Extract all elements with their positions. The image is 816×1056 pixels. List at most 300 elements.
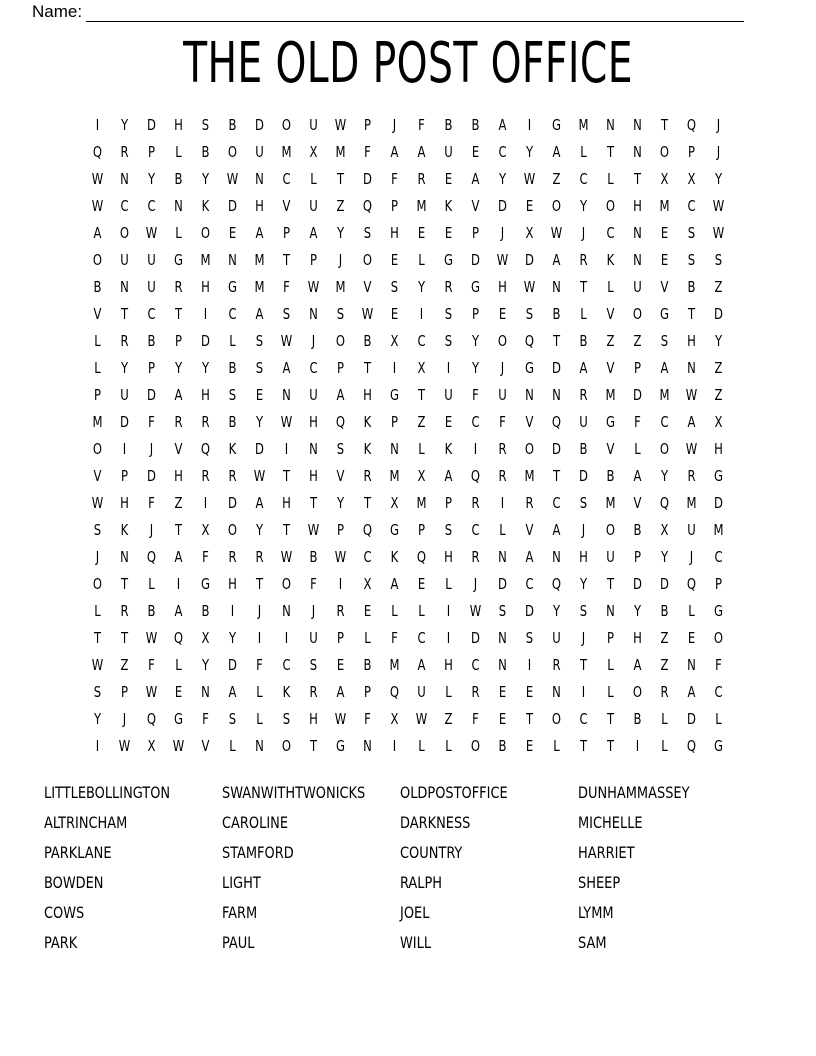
grid-letter[interactable]: L	[607, 683, 614, 701]
grid-letter[interactable]: R	[579, 386, 588, 404]
grid-letter[interactable]: X	[687, 170, 696, 188]
grid-letter[interactable]: J	[500, 359, 505, 377]
grid-letter[interactable]: L	[256, 683, 263, 701]
grid-letter[interactable]: R	[471, 683, 480, 701]
grid-letter[interactable]: B	[228, 359, 237, 377]
grid-letter[interactable]: O	[605, 521, 616, 539]
grid-letter[interactable]: Y	[93, 710, 102, 728]
grid-letter[interactable]: C	[714, 548, 723, 566]
grid-letter[interactable]: A	[633, 467, 642, 485]
grid-letter[interactable]: G	[524, 359, 535, 377]
grid-letter[interactable]: O	[92, 251, 103, 269]
word-list-item[interactable]: PAUL	[222, 933, 255, 952]
grid-letter[interactable]: H	[498, 278, 507, 296]
grid-letter[interactable]: S	[336, 440, 345, 458]
grid-letter[interactable]: O	[227, 521, 238, 539]
grid-letter[interactable]: P	[147, 359, 155, 377]
grid-letter[interactable]: F	[634, 413, 641, 431]
grid-letter[interactable]: D	[120, 413, 129, 431]
grid-letter[interactable]: L	[418, 602, 425, 620]
grid-letter[interactable]: K	[444, 440, 453, 458]
grid-letter[interactable]: T	[552, 332, 561, 350]
grid-letter[interactable]: F	[391, 170, 398, 188]
grid-letter[interactable]: S	[498, 602, 507, 620]
grid-letter[interactable]: X	[309, 143, 318, 161]
grid-letter[interactable]: S	[687, 251, 696, 269]
grid-letter[interactable]: Y	[201, 359, 210, 377]
grid-letter[interactable]: O	[659, 440, 670, 458]
grid-letter[interactable]: P	[390, 413, 398, 431]
word-list-item[interactable]: WILL	[400, 933, 432, 952]
word-list-item[interactable]: DARKNESS	[400, 813, 471, 832]
grid-letter[interactable]: B	[552, 305, 561, 323]
grid-letter[interactable]: P	[606, 629, 614, 647]
grid-letter[interactable]: W	[469, 602, 482, 620]
grid-letter[interactable]: D	[255, 440, 264, 458]
grid-letter[interactable]: M	[713, 521, 724, 539]
grid-letter[interactable]: W	[334, 548, 347, 566]
grid-letter[interactable]: D	[552, 440, 561, 458]
grid-letter[interactable]: B	[687, 278, 696, 296]
grid-letter[interactable]: T	[579, 656, 588, 674]
grid-letter[interactable]: N	[228, 251, 237, 269]
grid-letter[interactable]: Z	[660, 656, 669, 674]
grid-letter[interactable]: A	[687, 413, 696, 431]
grid-letter[interactable]: R	[552, 656, 561, 674]
grid-letter[interactable]: U	[120, 251, 129, 269]
grid-letter[interactable]: R	[309, 683, 318, 701]
grid-letter[interactable]: N	[498, 548, 507, 566]
grid-letter[interactable]: S	[525, 629, 534, 647]
grid-letter[interactable]: T	[93, 629, 102, 647]
grid-letter[interactable]: Q	[362, 197, 373, 215]
grid-letter[interactable]: Z	[660, 629, 669, 647]
grid-letter[interactable]: F	[310, 575, 317, 593]
grid-letter[interactable]: M	[416, 494, 427, 512]
grid-letter[interactable]: K	[363, 440, 372, 458]
grid-letter[interactable]: Y	[336, 224, 345, 242]
grid-letter[interactable]: N	[309, 440, 318, 458]
grid-letter[interactable]: B	[201, 602, 210, 620]
grid-letter[interactable]: M	[686, 494, 697, 512]
grid-letter[interactable]: T	[417, 386, 426, 404]
grid-letter[interactable]: N	[633, 143, 642, 161]
grid-letter[interactable]: E	[498, 683, 507, 701]
grid-letter[interactable]: L	[391, 602, 398, 620]
word-list-item[interactable]: JOEL	[400, 903, 430, 922]
grid-letter[interactable]: Y	[714, 170, 723, 188]
grid-letter[interactable]: U	[120, 386, 129, 404]
grid-letter[interactable]: H	[174, 116, 183, 134]
grid-letter[interactable]: X	[390, 332, 399, 350]
grid-letter[interactable]: W	[145, 629, 158, 647]
grid-letter[interactable]: E	[660, 251, 669, 269]
grid-letter[interactable]: J	[581, 224, 586, 242]
grid-letter[interactable]: A	[444, 467, 453, 485]
grid-letter[interactable]: P	[363, 116, 371, 134]
grid-letter[interactable]: W	[334, 710, 347, 728]
grid-letter[interactable]: O	[335, 332, 346, 350]
grid-letter[interactable]: J	[149, 521, 154, 539]
grid-letter[interactable]: T	[606, 575, 615, 593]
grid-letter[interactable]: X	[660, 170, 669, 188]
grid-letter[interactable]: G	[200, 575, 211, 593]
grid-letter[interactable]: D	[633, 575, 642, 593]
grid-letter[interactable]: J	[716, 143, 721, 161]
grid-letter[interactable]: I	[446, 602, 451, 620]
grid-letter[interactable]: X	[201, 521, 210, 539]
grid-letter[interactable]: S	[363, 224, 372, 242]
grid-letter[interactable]: G	[713, 602, 724, 620]
grid-letter[interactable]: L	[445, 575, 452, 593]
grid-letter[interactable]: G	[551, 116, 562, 134]
grid-letter[interactable]: W	[685, 386, 698, 404]
grid-letter[interactable]: O	[281, 575, 292, 593]
grid-letter[interactable]: V	[525, 413, 534, 431]
grid-letter[interactable]: W	[334, 116, 347, 134]
grid-letter[interactable]: V	[282, 197, 291, 215]
grid-letter[interactable]: J	[392, 116, 397, 134]
grid-letter[interactable]: E	[417, 575, 426, 593]
grid-letter[interactable]: C	[147, 197, 156, 215]
grid-letter[interactable]: E	[471, 143, 480, 161]
grid-letter[interactable]: I	[527, 116, 532, 134]
grid-letter[interactable]: T	[282, 251, 291, 269]
grid-letter[interactable]: T	[552, 467, 561, 485]
grid-letter[interactable]: P	[120, 683, 128, 701]
name-write-in-line[interactable]	[86, 4, 744, 22]
grid-letter[interactable]: H	[309, 710, 318, 728]
grid-letter[interactable]: Q	[389, 683, 400, 701]
grid-letter[interactable]: B	[633, 710, 642, 728]
grid-letter[interactable]: K	[363, 413, 372, 431]
grid-letter[interactable]: L	[418, 737, 425, 755]
grid-letter[interactable]: M	[578, 116, 589, 134]
grid-letter[interactable]: L	[418, 440, 425, 458]
grid-letter[interactable]: T	[633, 170, 642, 188]
grid-letter[interactable]: G	[605, 413, 616, 431]
grid-letter[interactable]: A	[390, 143, 399, 161]
grid-letter[interactable]: G	[713, 737, 724, 755]
grid-letter[interactable]: P	[174, 332, 182, 350]
grid-letter[interactable]: A	[336, 683, 345, 701]
grid-letter[interactable]: N	[633, 224, 642, 242]
grid-letter[interactable]: G	[227, 278, 238, 296]
grid-letter[interactable]: O	[281, 116, 292, 134]
grid-letter[interactable]: S	[444, 305, 453, 323]
grid-letter[interactable]: M	[524, 467, 535, 485]
grid-letter[interactable]: W	[280, 548, 293, 566]
grid-letter[interactable]: W	[145, 224, 158, 242]
grid-letter[interactable]: I	[500, 494, 505, 512]
grid-letter[interactable]: H	[633, 629, 642, 647]
grid-letter[interactable]: N	[255, 170, 264, 188]
grid-letter[interactable]: S	[282, 305, 291, 323]
grid-letter[interactable]: U	[579, 413, 588, 431]
grid-letter[interactable]: D	[552, 359, 561, 377]
grid-letter[interactable]: X	[201, 629, 210, 647]
grid-letter[interactable]: W	[685, 440, 698, 458]
grid-letter[interactable]: F	[148, 656, 155, 674]
grid-letter[interactable]: A	[498, 116, 507, 134]
grid-letter[interactable]: T	[120, 575, 129, 593]
grid-letter[interactable]: L	[175, 143, 182, 161]
grid-letter[interactable]: U	[498, 386, 507, 404]
grid-letter[interactable]: K	[201, 197, 210, 215]
word-list-item[interactable]: BOWDEN	[44, 873, 104, 892]
grid-letter[interactable]: N	[174, 197, 183, 215]
grid-letter[interactable]: N	[201, 683, 210, 701]
grid-letter[interactable]: S	[282, 710, 291, 728]
grid-letter[interactable]: L	[661, 737, 668, 755]
grid-letter[interactable]: D	[471, 251, 480, 269]
grid-letter[interactable]: L	[175, 224, 182, 242]
grid-letter[interactable]: R	[444, 278, 453, 296]
grid-letter[interactable]: H	[633, 197, 642, 215]
grid-letter[interactable]: J	[473, 575, 478, 593]
grid-letter[interactable]: W	[523, 278, 536, 296]
grid-letter[interactable]: X	[363, 575, 372, 593]
grid-letter[interactable]: U	[633, 278, 642, 296]
grid-letter[interactable]: O	[497, 332, 508, 350]
grid-letter[interactable]: Y	[120, 359, 129, 377]
grid-letter[interactable]: N	[309, 305, 318, 323]
grid-letter[interactable]: C	[120, 197, 129, 215]
grid-letter[interactable]: T	[606, 143, 615, 161]
grid-letter[interactable]: P	[687, 143, 695, 161]
grid-letter[interactable]: C	[687, 197, 696, 215]
grid-letter[interactable]: U	[309, 629, 318, 647]
grid-letter[interactable]: D	[660, 575, 669, 593]
grid-letter[interactable]: R	[174, 413, 183, 431]
word-list-item[interactable]: LYMM	[578, 903, 614, 922]
grid-letter[interactable]: L	[580, 143, 587, 161]
grid-letter[interactable]: D	[201, 332, 210, 350]
grid-letter[interactable]: A	[687, 683, 696, 701]
grid-letter[interactable]: G	[335, 737, 346, 755]
grid-letter[interactable]: N	[552, 548, 561, 566]
grid-letter[interactable]: E	[336, 656, 345, 674]
grid-letter[interactable]: X	[525, 224, 534, 242]
grid-letter[interactable]: C	[579, 710, 588, 728]
grid-letter[interactable]: Y	[255, 413, 264, 431]
grid-letter[interactable]: F	[472, 710, 479, 728]
grid-letter[interactable]: E	[255, 386, 264, 404]
grid-letter[interactable]: C	[417, 332, 426, 350]
grid-letter[interactable]: T	[309, 494, 318, 512]
grid-letter[interactable]: E	[525, 197, 534, 215]
grid-letter[interactable]: V	[660, 278, 669, 296]
grid-letter[interactable]: B	[174, 170, 183, 188]
word-list-item[interactable]: PARKLANE	[44, 843, 112, 862]
grid-letter[interactable]: L	[94, 332, 101, 350]
grid-letter[interactable]: M	[659, 197, 670, 215]
grid-letter[interactable]: C	[606, 224, 615, 242]
grid-letter[interactable]: D	[228, 656, 237, 674]
grid-letter[interactable]: T	[174, 521, 183, 539]
grid-letter[interactable]: V	[93, 305, 102, 323]
grid-letter[interactable]: D	[255, 116, 264, 134]
grid-letter[interactable]: O	[632, 305, 643, 323]
grid-letter[interactable]: S	[525, 305, 534, 323]
grid-letter[interactable]: U	[444, 143, 453, 161]
grid-letter[interactable]: L	[499, 521, 506, 539]
grid-letter[interactable]: Y	[228, 629, 237, 647]
grid-letter[interactable]: P	[309, 251, 317, 269]
grid-letter[interactable]: M	[335, 143, 346, 161]
grid-letter[interactable]: T	[120, 629, 129, 647]
grid-letter[interactable]: I	[95, 116, 100, 134]
grid-letter[interactable]: Z	[714, 359, 723, 377]
grid-letter[interactable]: D	[228, 197, 237, 215]
grid-letter[interactable]: J	[257, 602, 262, 620]
grid-letter[interactable]: G	[173, 251, 184, 269]
grid-letter[interactable]: B	[147, 602, 156, 620]
grid-letter[interactable]: W	[712, 224, 725, 242]
grid-letter[interactable]: J	[311, 332, 316, 350]
grid-letter[interactable]: V	[363, 278, 372, 296]
grid-letter[interactable]: W	[280, 413, 293, 431]
grid-letter[interactable]: N	[282, 386, 291, 404]
grid-letter[interactable]: H	[309, 413, 318, 431]
grid-letter[interactable]: N	[120, 548, 129, 566]
grid-letter[interactable]: D	[471, 629, 480, 647]
grid-letter[interactable]: T	[660, 116, 669, 134]
grid-letter[interactable]: O	[200, 224, 211, 242]
grid-letter[interactable]: H	[174, 467, 183, 485]
grid-letter[interactable]: Q	[470, 467, 481, 485]
grid-letter[interactable]: X	[714, 413, 723, 431]
grid-letter[interactable]: J	[122, 710, 127, 728]
grid-letter[interactable]: N	[498, 629, 507, 647]
grid-letter[interactable]: O	[281, 737, 292, 755]
grid-letter[interactable]: A	[282, 359, 291, 377]
grid-letter[interactable]: A	[471, 170, 480, 188]
grid-letter[interactable]: C	[417, 629, 426, 647]
grid-letter[interactable]: W	[361, 305, 374, 323]
grid-letter[interactable]: D	[228, 494, 237, 512]
grid-letter[interactable]: T	[120, 305, 129, 323]
grid-letter[interactable]: T	[363, 494, 372, 512]
grid-letter[interactable]: A	[174, 386, 183, 404]
grid-letter[interactable]: H	[201, 386, 210, 404]
grid-letter[interactable]: B	[363, 656, 372, 674]
grid-letter[interactable]: L	[661, 710, 668, 728]
grid-letter[interactable]: N	[282, 602, 291, 620]
grid-letter[interactable]: F	[148, 413, 155, 431]
grid-letter[interactable]: V	[93, 467, 102, 485]
grid-letter[interactable]: C	[498, 143, 507, 161]
grid-letter[interactable]: S	[579, 602, 588, 620]
grid-letter[interactable]: W	[307, 521, 320, 539]
grid-letter[interactable]: V	[606, 440, 615, 458]
grid-letter[interactable]: O	[119, 224, 130, 242]
word-search-grid[interactable]	[84, 112, 732, 760]
grid-letter[interactable]: S	[309, 656, 318, 674]
grid-letter[interactable]: D	[714, 305, 723, 323]
grid-letter[interactable]: X	[660, 521, 669, 539]
word-list-item[interactable]: SHEEP	[578, 873, 621, 892]
grid-letter[interactable]: B	[147, 332, 156, 350]
grid-letter[interactable]: T	[282, 521, 291, 539]
grid-letter[interactable]: I	[95, 737, 100, 755]
grid-letter[interactable]: R	[471, 494, 480, 512]
grid-letter[interactable]: M	[389, 467, 400, 485]
grid-letter[interactable]: J	[311, 602, 316, 620]
grid-letter[interactable]: M	[200, 251, 211, 269]
grid-letter[interactable]: W	[91, 656, 104, 674]
grid-letter[interactable]: R	[525, 494, 534, 512]
grid-letter[interactable]: M	[389, 656, 400, 674]
grid-letter[interactable]: I	[176, 575, 181, 593]
grid-letter[interactable]: L	[94, 359, 101, 377]
grid-letter[interactable]: Y	[255, 521, 264, 539]
word-list-item[interactable]: LIGHT	[222, 873, 261, 892]
grid-letter[interactable]: C	[660, 413, 669, 431]
word-list-item[interactable]: FARM	[222, 903, 258, 922]
grid-letter[interactable]: D	[687, 710, 696, 728]
grid-letter[interactable]: R	[417, 170, 426, 188]
grid-letter[interactable]: I	[473, 440, 478, 458]
grid-letter[interactable]: R	[228, 467, 237, 485]
grid-letter[interactable]: U	[147, 251, 156, 269]
grid-letter[interactable]: M	[92, 413, 103, 431]
grid-letter[interactable]: P	[147, 143, 155, 161]
grid-letter[interactable]: E	[498, 305, 507, 323]
grid-letter[interactable]: I	[257, 629, 262, 647]
grid-letter[interactable]: Y	[552, 602, 561, 620]
grid-letter[interactable]: C	[228, 305, 237, 323]
grid-letter[interactable]: R	[579, 251, 588, 269]
grid-letter[interactable]: U	[606, 548, 615, 566]
grid-letter[interactable]: M	[281, 143, 292, 161]
word-list-item[interactable]: PARK	[44, 933, 78, 952]
grid-letter[interactable]: Y	[147, 170, 156, 188]
grid-letter[interactable]: C	[471, 656, 480, 674]
grid-letter[interactable]: Y	[336, 494, 345, 512]
grid-letter[interactable]: L	[229, 332, 236, 350]
grid-letter[interactable]: A	[174, 548, 183, 566]
word-list-item[interactable]: DUNHAMMASSEY	[578, 783, 690, 802]
grid-letter[interactable]: O	[605, 197, 616, 215]
grid-letter[interactable]: V	[336, 467, 345, 485]
grid-letter[interactable]: E	[525, 683, 534, 701]
grid-letter[interactable]: K	[390, 548, 399, 566]
grid-letter[interactable]: F	[148, 494, 155, 512]
grid-letter[interactable]: D	[147, 386, 156, 404]
grid-letter[interactable]: F	[499, 413, 506, 431]
grid-letter[interactable]: B	[579, 332, 588, 350]
grid-letter[interactable]: D	[147, 116, 156, 134]
grid-letter[interactable]: U	[309, 197, 318, 215]
grid-letter[interactable]: M	[605, 494, 616, 512]
grid-letter[interactable]: K	[120, 521, 129, 539]
grid-letter[interactable]: U	[417, 683, 426, 701]
grid-letter[interactable]: S	[444, 521, 453, 539]
grid-letter[interactable]: P	[471, 305, 479, 323]
grid-letter[interactable]: S	[255, 359, 264, 377]
grid-letter[interactable]: F	[418, 116, 425, 134]
grid-letter[interactable]: O	[362, 251, 373, 269]
grid-letter[interactable]: P	[93, 386, 101, 404]
grid-letter[interactable]: E	[687, 629, 696, 647]
grid-letter[interactable]: W	[145, 683, 158, 701]
grid-letter[interactable]: S	[336, 305, 345, 323]
word-list-item[interactable]: CAROLINE	[222, 813, 289, 832]
grid-letter[interactable]: T	[282, 467, 291, 485]
grid-letter[interactable]: J	[581, 521, 586, 539]
grid-letter[interactable]: R	[255, 548, 264, 566]
